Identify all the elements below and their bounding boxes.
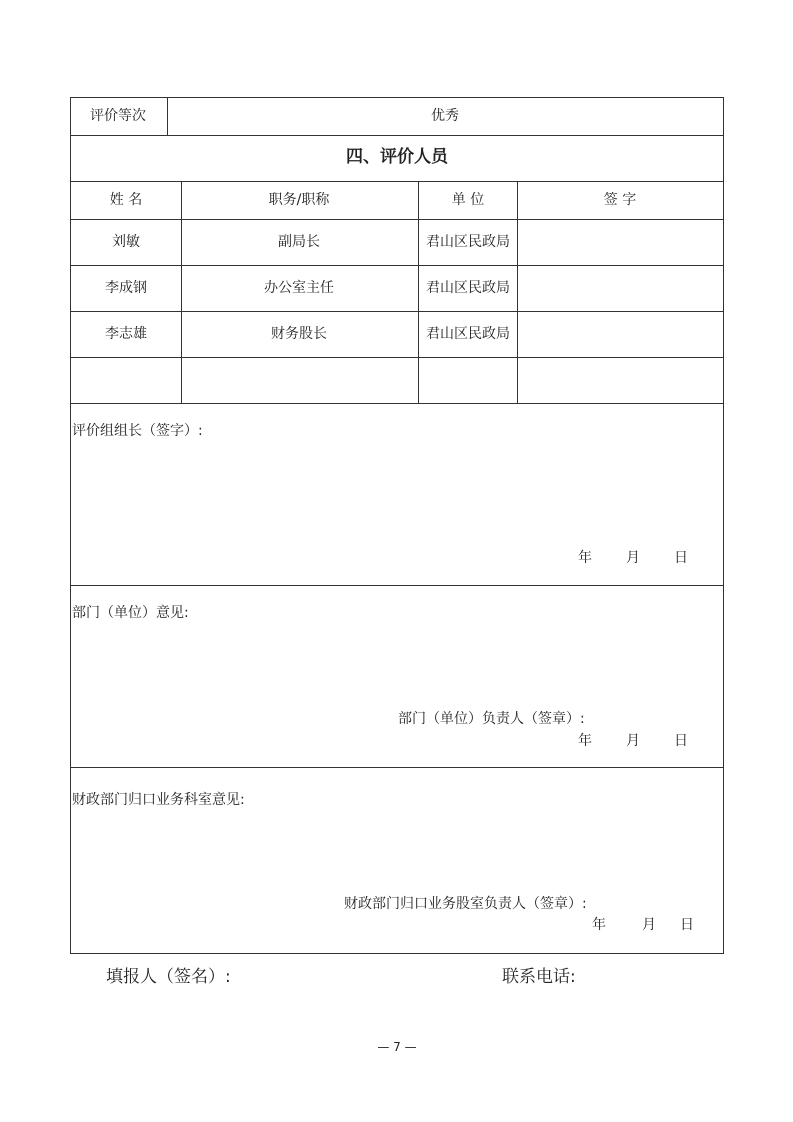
page-number: — 7 —	[377, 1040, 417, 1054]
department-label: 部门（单位）意见:	[72, 605, 189, 621]
rating-label: 评价等次	[90, 108, 146, 124]
section-title: 四、评价人员	[346, 147, 448, 167]
row-3-unit: 君山区民政局	[426, 326, 510, 342]
department-signer: 部门（单位）负责人（签章）:	[398, 711, 585, 727]
row-3-name: 李志雄	[105, 326, 147, 342]
filler-signature-label: 填报人（签名）:	[106, 967, 231, 987]
row-2-unit: 君山区民政局	[426, 280, 510, 296]
row-1-title: 副局长	[278, 234, 320, 250]
row-1-unit: 君山区民政局	[426, 234, 510, 250]
rating-value: 优秀	[431, 108, 459, 124]
header-signature: 签 字	[603, 192, 637, 208]
header-name: 姓 名	[109, 192, 143, 208]
finance-day: 日	[680, 917, 694, 933]
leader-year: 年	[578, 550, 592, 566]
leader-day: 日	[674, 550, 688, 566]
leader-label: 评价组组长（签字）:	[72, 423, 203, 439]
department-month: 月	[626, 733, 640, 749]
finance-signer: 财政部门归口业务股室负责人（签章）:	[344, 896, 587, 912]
leader-month: 月	[626, 550, 640, 566]
row-1-name: 刘敏	[112, 234, 140, 250]
row-3-title: 财务股长	[271, 326, 327, 342]
row-2-name: 李成钢	[105, 280, 147, 296]
header-title: 职务/职称	[268, 192, 330, 208]
department-day: 日	[674, 733, 688, 749]
department-year: 年	[578, 733, 592, 749]
header-unit: 单 位	[451, 192, 485, 208]
finance-label: 财政部门归口业务科室意见:	[72, 792, 245, 808]
finance-month: 月	[642, 917, 656, 933]
contact-phone-label: 联系电话:	[502, 967, 576, 987]
row-2-title: 办公室主任	[264, 280, 334, 296]
finance-year: 年	[592, 917, 606, 933]
